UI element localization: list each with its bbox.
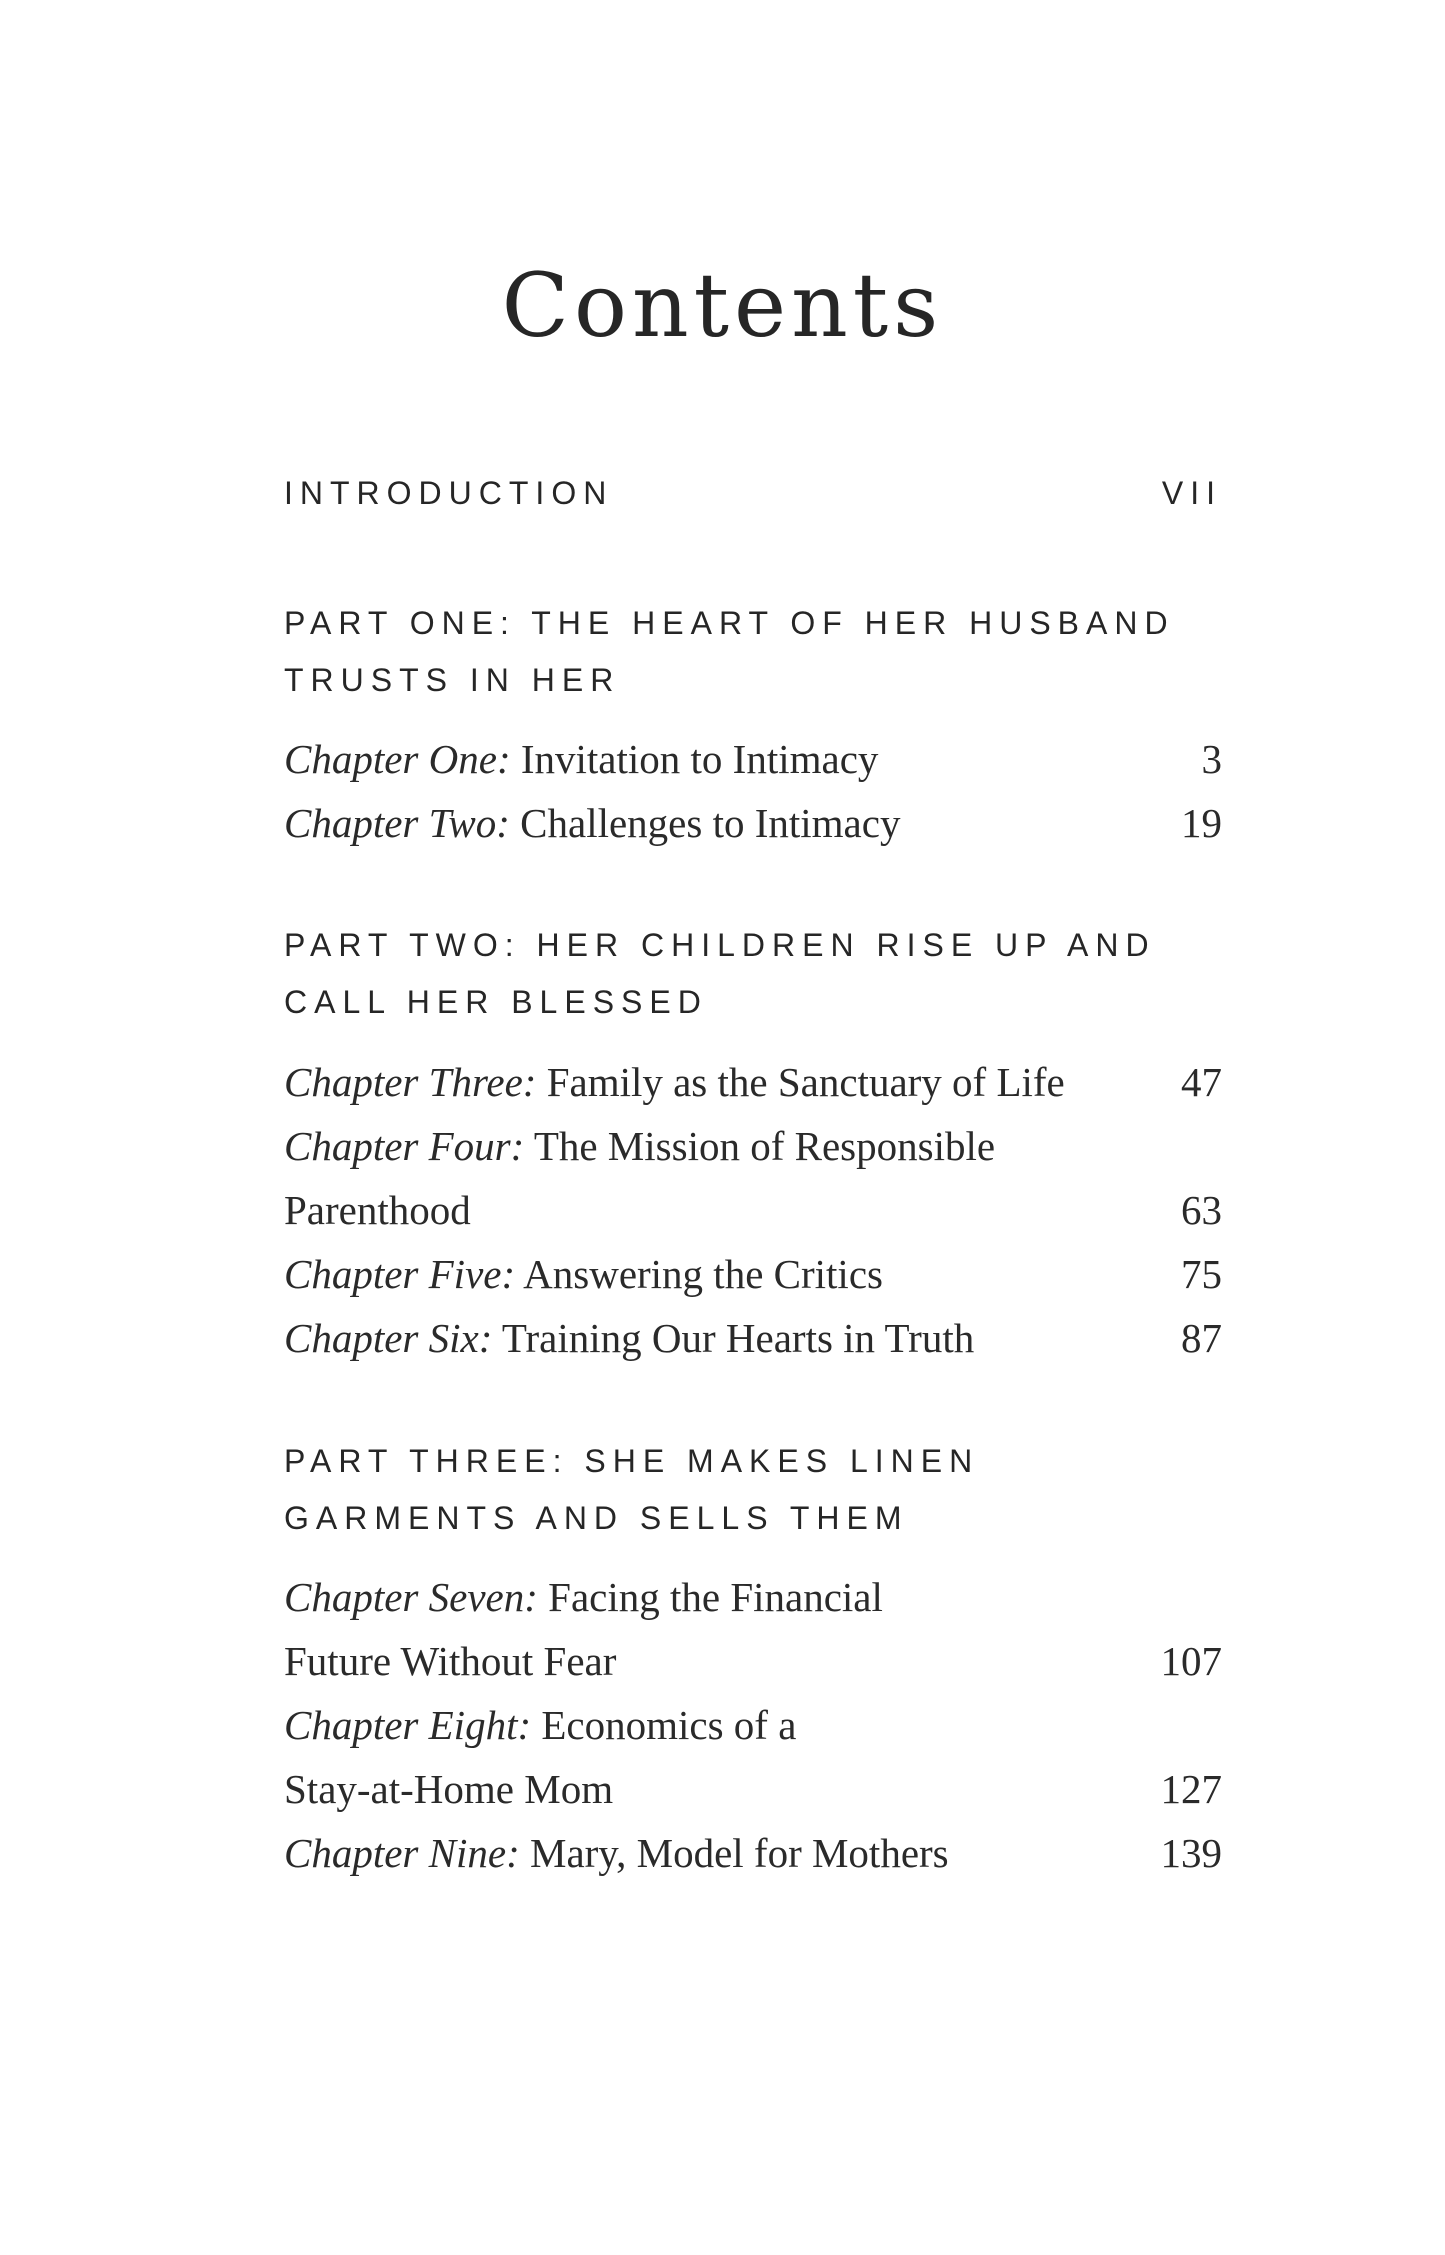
chapter-title: Challenges to Intimacy xyxy=(520,800,901,846)
part-heading-line: PART THREE: SHE MAKES LINEN xyxy=(284,1443,980,1479)
toc-entry-introduction[interactable] xyxy=(284,465,1222,522)
toc-entry-chapter-three[interactable] xyxy=(284,1050,1222,1114)
chapter-page: 75 xyxy=(1181,1251,1222,1297)
part-heading-line: TRUSTS IN HER xyxy=(284,662,621,698)
chapter-title: The Mission of Responsible xyxy=(533,1123,996,1169)
introduction-label: INTRODUCTION xyxy=(284,475,614,511)
chapter-label: Chapter Five: xyxy=(284,1251,516,1297)
introduction-page: VII xyxy=(1161,475,1222,511)
part-heading-line: PART ONE: THE HEART OF HER HUSBAND xyxy=(284,605,1175,641)
part-heading-line: PART TWO: HER CHILDREN RISE UP AND xyxy=(284,927,1156,963)
part-heading-line: GARMENTS AND SELLS THEM xyxy=(284,1500,909,1536)
chapter-page: 47 xyxy=(1181,1059,1222,1105)
toc-entry-chapter-eight[interactable] xyxy=(284,1693,1222,1757)
chapter-title: Mary, Model for Mothers xyxy=(529,1830,949,1876)
chapter-page: 87 xyxy=(1181,1315,1222,1361)
chapter-label: Chapter Eight: xyxy=(284,1702,532,1748)
chapter-page: 3 xyxy=(1201,736,1222,782)
toc-entry-chapter-one[interactable] xyxy=(284,727,1222,791)
chapter-page: 127 xyxy=(1160,1766,1222,1812)
part-one-heading xyxy=(284,595,1244,709)
chapter-page: 139 xyxy=(1160,1830,1222,1876)
chapter-title: Facing the Financial xyxy=(548,1574,883,1620)
chapter-title-continued: Future Without Fear xyxy=(284,1638,617,1684)
part-three-chapters xyxy=(284,1565,1222,1885)
chapter-title: Invitation to Intimacy xyxy=(520,736,879,782)
chapter-label: Chapter One: xyxy=(284,736,511,782)
toc-entry-chapter-seven[interactable] xyxy=(284,1565,1222,1629)
chapter-title: Economics of a xyxy=(541,1702,797,1748)
chapter-page: 63 xyxy=(1181,1187,1222,1233)
chapter-title: Family as the Sanctuary of Life xyxy=(546,1059,1065,1105)
chapter-page: 107 xyxy=(1160,1638,1222,1684)
toc-entry-chapter-seven-cont[interactable] xyxy=(284,1629,1222,1693)
toc-entry-chapter-eight-cont[interactable] xyxy=(284,1757,1222,1821)
toc-entry-chapter-two[interactable] xyxy=(284,791,1222,855)
part-two-heading xyxy=(284,917,1244,1031)
chapter-label: Chapter Seven: xyxy=(284,1574,538,1620)
chapter-label: Chapter Six: xyxy=(284,1315,493,1361)
chapter-label: Chapter Four: xyxy=(284,1123,525,1169)
chapter-label: Chapter Two: xyxy=(284,800,510,846)
chapter-title: Answering the Critics xyxy=(523,1251,883,1297)
chapter-title: Training Our Hearts in Truth xyxy=(501,1315,975,1361)
part-one-chapters xyxy=(284,727,1222,855)
chapter-title-continued: Stay-at-Home Mom xyxy=(284,1766,614,1812)
toc-entry-chapter-nine[interactable] xyxy=(284,1821,1222,1885)
part-heading-line: CALL HER BLESSED xyxy=(284,984,708,1020)
toc-entry-chapter-six[interactable] xyxy=(284,1306,1222,1370)
page-title: Contents xyxy=(501,254,944,357)
chapter-label: Chapter Three: xyxy=(284,1059,537,1105)
toc-entry-chapter-four[interactable] xyxy=(284,1114,1222,1178)
chapter-label: Chapter Nine: xyxy=(284,1830,520,1876)
chapter-title-continued: Parenthood xyxy=(284,1187,471,1233)
part-two-chapters xyxy=(284,1050,1222,1370)
toc-entry-chapter-four-cont[interactable] xyxy=(284,1178,1222,1242)
toc-entry-chapter-five[interactable] xyxy=(284,1242,1222,1306)
chapter-page: 19 xyxy=(1181,800,1222,846)
part-three-heading xyxy=(284,1433,1244,1547)
